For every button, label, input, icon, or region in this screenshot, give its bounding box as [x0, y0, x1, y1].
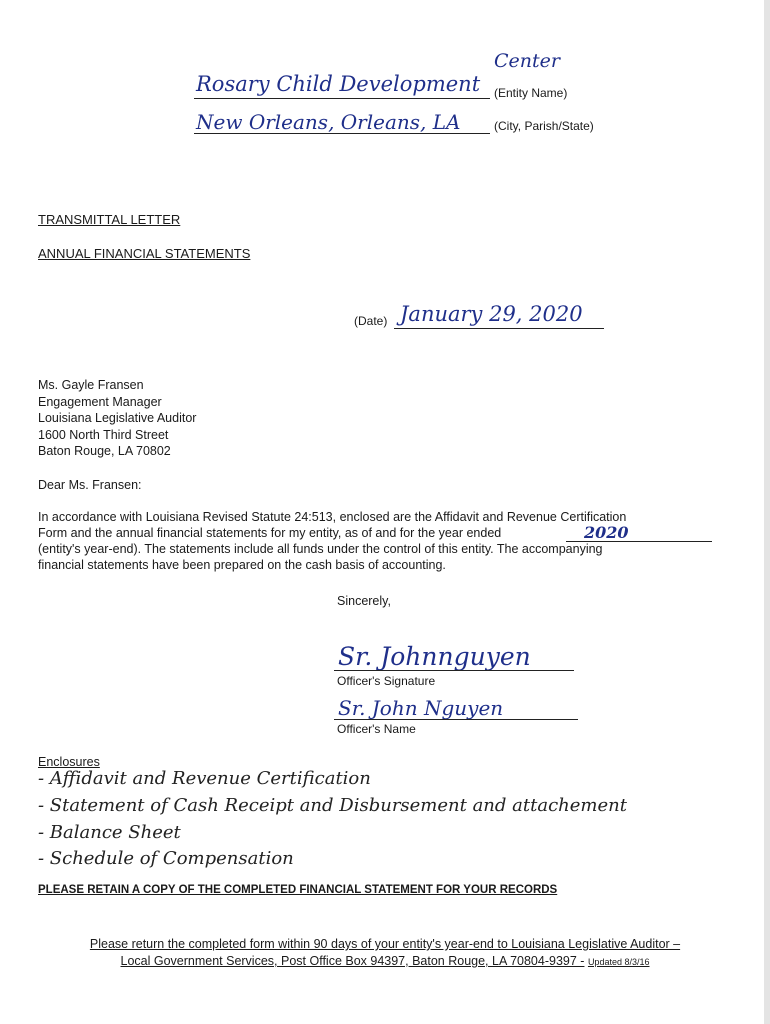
footer-line-2-text: Local Government Services, Post Office Box 94397, Baton Rouge, LA 70804-9397 -: [120, 954, 585, 968]
entity-name-underline: [194, 98, 490, 99]
recipient-street: 1600 North Third Street: [38, 427, 169, 442]
name-underline: [334, 719, 578, 720]
title-transmittal-letter: TRANSMITTAL LETTER: [38, 212, 181, 227]
officer-name-handwritten: Sr. John Nguyen: [338, 696, 504, 720]
enclosure-item: - Affidavit and Revenue Certification: [38, 768, 371, 789]
year-end-underline: [566, 541, 712, 542]
recipient-address: [38, 377, 196, 460]
closing: Sincerely,: [337, 594, 391, 608]
officer-name-label: Officer's Name: [337, 722, 416, 736]
entity-name-label: (Entity Name): [494, 86, 568, 100]
officer-signature-handwritten: Sr. Johnnguyen: [338, 642, 531, 671]
enclosure-item: - Schedule of Compensation: [38, 848, 294, 869]
signature-underline: [334, 670, 574, 671]
entity-name-continuation: Center: [494, 50, 560, 72]
city-underline: [194, 133, 490, 134]
recipient-name: Ms. Gayle Fransen: [38, 378, 144, 392]
body-line-4: financial statements have been prepared on the cash basis of accounting.: [38, 558, 446, 572]
retain-copy-notice: PLEASE RETAIN A COPY OF THE COMPLETED FINANCIAL STATEMENT FOR YOUR RECORDS: [38, 884, 558, 896]
body-line-3: (entity's year-end). The statements include all funds under the control of this entity. The accompanying: [38, 542, 603, 556]
footer-instructions: [40, 936, 730, 971]
salutation: Dear Ms. Fransen:: [38, 478, 142, 492]
enclosure-item: - Balance Sheet: [38, 822, 181, 843]
enclosures-heading: Enclosures: [38, 755, 100, 769]
footer-line-1: Please return the completed form within 90 days of your entity's year-end to Louisiana Legislative Auditor –: [89, 937, 681, 951]
date-handwritten: January 29, 2020: [400, 302, 583, 326]
footer-line-2: [40, 953, 730, 971]
date-underline: [394, 328, 604, 329]
city-handwritten: New Orleans, Orleans, LA: [196, 110, 461, 134]
recipient-city: Baton Rouge, LA 70802: [38, 444, 171, 458]
recipient-org: Louisiana Legislative Auditor: [38, 411, 197, 425]
officer-signature-label: Officer's Signature: [337, 674, 436, 688]
title-annual-financial-statements: ANNUAL FINANCIAL STATEMENTS: [38, 246, 251, 261]
recipient-title: Engagement Manager: [38, 394, 162, 409]
body-line-1: In accordance with Louisiana Revised Statute 24:513, enclosed are the Affidavit and Revenue Certification: [38, 510, 627, 524]
year-end-handwritten: 2020: [584, 523, 629, 542]
page-edge: [764, 0, 770, 1024]
footer-updated: Updated 8/3/16: [587, 957, 650, 967]
body-line-2-text: Form and the annual financial statements for my entity, as of and for the year ended: [38, 526, 502, 540]
entity-name-handwritten: Rosary Child Development: [196, 72, 481, 96]
enclosure-item: - Statement of Cash Receipt and Disbursement and attachement: [38, 795, 627, 816]
city-label: (City, Parish/State): [494, 119, 594, 133]
date-label: (Date): [354, 314, 388, 328]
